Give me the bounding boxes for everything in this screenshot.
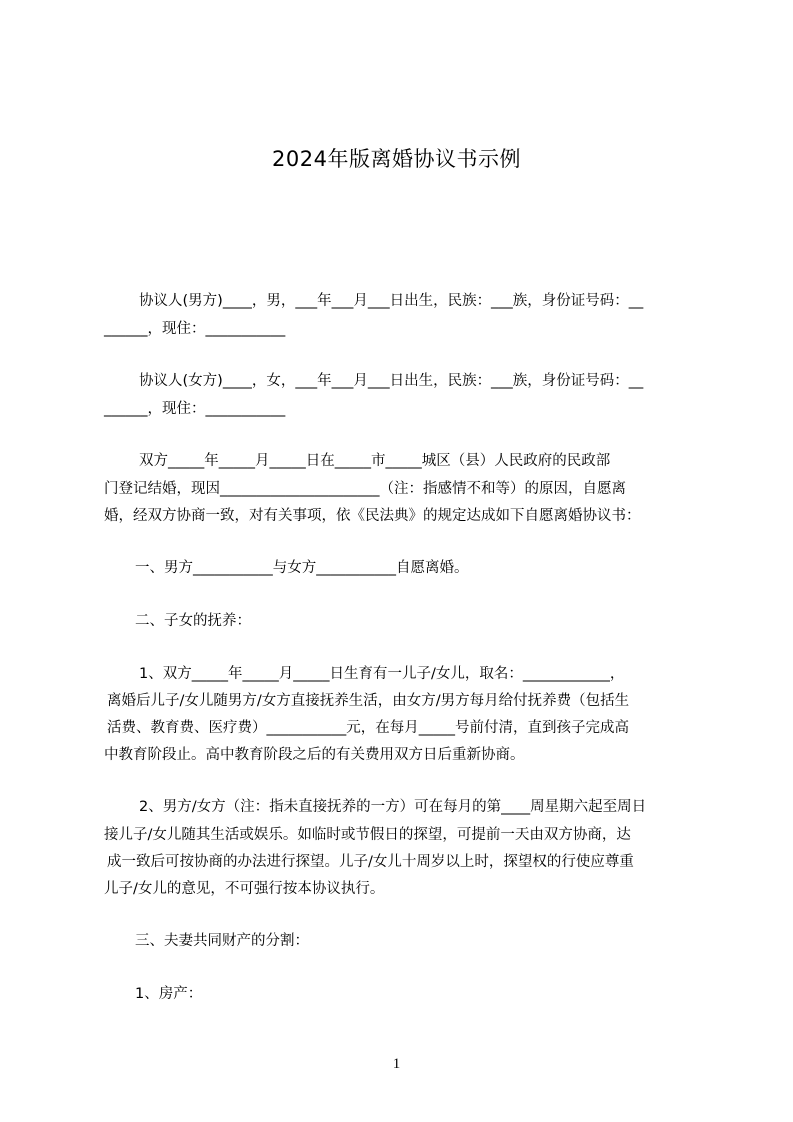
party-male-line2: ______，现住：___________ <box>104 321 286 337</box>
section2-item2-line4: 儿子/女儿的意见，不可强行按本协议执行。 <box>104 881 385 897</box>
section2-item2-line1: 2、男方/女方（注：指未直接抚养的一方）可在每月的第____周星期六起至周日 <box>139 799 647 815</box>
section1-heading: 一、男方___________与女方___________自愿离婚。 <box>135 560 469 576</box>
section2-heading: 二、子女的抚养： <box>135 613 251 629</box>
section3-heading: 三、夫妻共同财产的分割： <box>135 933 309 949</box>
party-male-line1: 协议人(男方)____，男，___年___月___日出生，民族：___族，身份证号码：__ <box>139 293 644 309</box>
intro-line1: 双方_____年_____月_____日在_____市_____城区（县）人民政府的民政部 <box>139 453 611 469</box>
section2-item1-line3: 活费、教育费、医疗费）___________元，在每月_____号前付清，直到孩子完成高 <box>107 720 629 736</box>
party-female-line2: ______，现住：___________ <box>104 401 286 417</box>
intro-line3: 婚，经双方协商一致，对有关事项，依《民法典》的规定达成如下自愿离婚协议书： <box>104 508 641 524</box>
section2-item1-line2: 离婚后儿子/女儿随男方/女方直接抚养生活，由女方/男方每月给付抚养费（包括生 <box>107 693 630 709</box>
section2-item1-line4: 中教育阶段止。高中教育阶段之后的有关费用双方日后重新协商。 <box>104 747 525 763</box>
section2-item2-line3: 成一致后可按协商的办法进行探望。儿子/女儿十周岁以上时，探望权的行使应尊重 <box>107 854 634 870</box>
intro-line2: 门登记结婚，现因______________________（注：指感情不和等）的原因，自愿离 <box>104 481 626 497</box>
section3-item1: 1、房产： <box>135 986 203 1002</box>
section2-item1-line1: 1、双方_____年_____月_____日生育有一儿子/女儿，取名：____________， <box>139 666 625 682</box>
page-number: 1 <box>392 1056 401 1072</box>
party-female-line1: 协议人(女方)____，女，___年___月___日出生，民族：___族，身份证号码：__ <box>139 373 644 389</box>
document-title: 2024年版离婚协议书示例 <box>272 147 521 171</box>
section2-item2-line2: 接儿子/女儿随其生活或娱乐。如临时或节假日的探望，可提前一天由双方协商，达 <box>104 827 631 843</box>
